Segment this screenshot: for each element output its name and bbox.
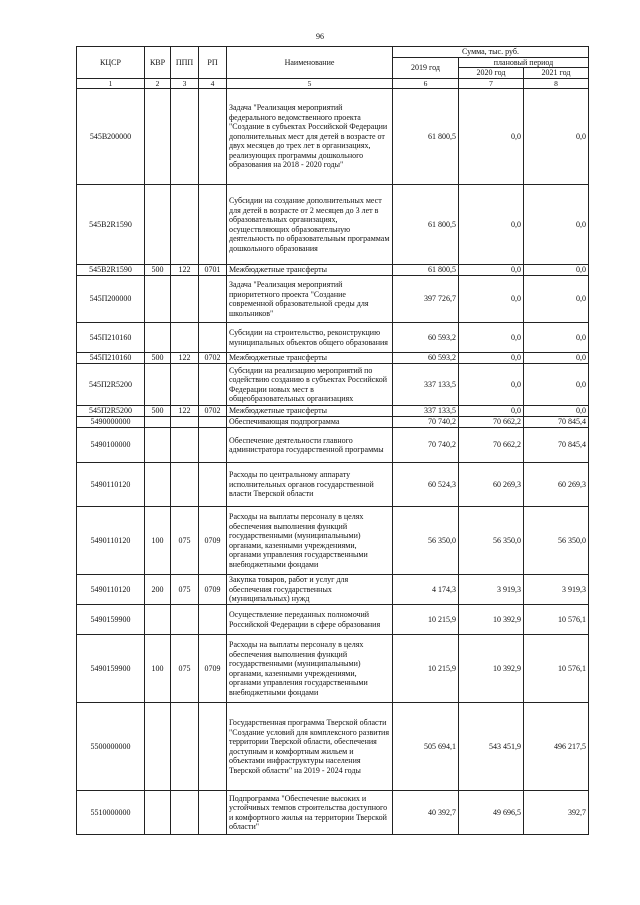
- kvr-cell: 100: [145, 507, 171, 575]
- header-kcsr: КЦСР: [77, 47, 145, 79]
- ppp-cell: [171, 364, 199, 406]
- rp-cell: [199, 89, 227, 185]
- ppp-cell: 122: [171, 265, 199, 276]
- kvr-cell: [145, 463, 171, 507]
- rp-cell: [199, 323, 227, 353]
- budget-table: [76, 46, 589, 835]
- ppp-cell: [171, 185, 199, 265]
- sum-2021-cell: 10 576,1: [524, 635, 589, 703]
- ppp-cell: 122: [171, 353, 199, 364]
- ppp-cell: 075: [171, 575, 199, 605]
- kcsr-cell: 545В2R1590: [77, 185, 145, 265]
- rp-cell: 0709: [199, 635, 227, 703]
- sum-2020-cell: 0,0: [459, 265, 524, 276]
- sum-2019-cell: 337 133,5: [393, 406, 459, 417]
- sum-2021-cell: 0,0: [524, 265, 589, 276]
- table-row: [77, 463, 589, 507]
- kvr-cell: 500: [145, 353, 171, 364]
- sum-2020-cell: 0,0: [459, 353, 524, 364]
- kvr-cell: [145, 428, 171, 463]
- kvr-cell: 100: [145, 635, 171, 703]
- sum-2021-cell: 3 919,3: [524, 575, 589, 605]
- kvr-cell: [145, 364, 171, 406]
- table-row: [77, 417, 589, 428]
- rp-cell: [199, 703, 227, 791]
- header-name: Наименование: [227, 47, 393, 79]
- kcsr-cell: 545П210160: [77, 353, 145, 364]
- rp-cell: [199, 605, 227, 635]
- table-row: [77, 605, 589, 635]
- name-cell: Обеспечение деятельности главного администратора государственной программы: [227, 428, 393, 463]
- sum-2020-cell: 0,0: [459, 364, 524, 406]
- sum-2020-cell: 49 696,5: [459, 791, 524, 835]
- sum-2020-cell: 543 451,9: [459, 703, 524, 791]
- name-cell: Расходы на выплаты персоналу в целях обеспечения выполнения функций государственными (муниципальными) органами, казенными учреждениями, органами управления государственными внебюджетными фондами: [227, 507, 393, 575]
- table-row: [77, 353, 589, 364]
- sum-2019-cell: 70 740,2: [393, 417, 459, 428]
- table-row: [77, 791, 589, 835]
- kcsr-cell: 5490000000: [77, 417, 145, 428]
- rp-cell: [199, 428, 227, 463]
- sum-2019-cell: 56 350,0: [393, 507, 459, 575]
- name-cell: Субсидии на реализацию мероприятий по содействию созданию в субъектах Российской Федерации новых мест в общеобразовательных организациях: [227, 364, 393, 406]
- kcsr-cell: 5500000000: [77, 703, 145, 791]
- sum-2019-cell: 70 740,2: [393, 428, 459, 463]
- table-row: [77, 507, 589, 575]
- name-cell: Задача "Реализация мероприятий приоритетного проекта "Создание современной образовательной среды для школьников": [227, 276, 393, 323]
- sum-2020-cell: 0,0: [459, 406, 524, 417]
- sum-2021-cell: 70 845,4: [524, 428, 589, 463]
- table-row: [77, 323, 589, 353]
- sum-2021-cell: 56 350,0: [524, 507, 589, 575]
- header-ppp: ППП: [171, 47, 199, 79]
- sum-2019-cell: 505 694,1: [393, 703, 459, 791]
- kcsr-cell: 545П210160: [77, 323, 145, 353]
- rp-cell: 0702: [199, 406, 227, 417]
- page-number: 96: [316, 32, 324, 41]
- column-index-row: [77, 78, 589, 89]
- sum-2019-cell: 10 215,9: [393, 605, 459, 635]
- rp-cell: 0701: [199, 265, 227, 276]
- sum-2020-cell: 0,0: [459, 323, 524, 353]
- table-row: [77, 364, 589, 406]
- kcsr-cell: 5490159900: [77, 605, 145, 635]
- sum-2020-cell: 0,0: [459, 276, 524, 323]
- kvr-cell: 200: [145, 575, 171, 605]
- kcsr-cell: 5490159900: [77, 635, 145, 703]
- header-2020: 2020 год: [459, 68, 524, 79]
- column-index-cell: 3: [171, 78, 199, 89]
- ppp-cell: 122: [171, 406, 199, 417]
- ppp-cell: [171, 428, 199, 463]
- sum-2019-cell: 60 593,2: [393, 353, 459, 364]
- kcsr-cell: 545П2R5200: [77, 406, 145, 417]
- name-cell: Межбюджетные трансферты: [227, 406, 393, 417]
- kcsr-cell: 545В2R1590: [77, 265, 145, 276]
- ppp-cell: [171, 323, 199, 353]
- sum-2021-cell: 60 269,3: [524, 463, 589, 507]
- kcsr-cell: 545В200000: [77, 89, 145, 185]
- sum-2019-cell: 397 726,7: [393, 276, 459, 323]
- ppp-cell: [171, 791, 199, 835]
- sum-2019-cell: 4 174,3: [393, 575, 459, 605]
- table-row: [77, 428, 589, 463]
- kcsr-cell: 5490110120: [77, 507, 145, 575]
- header-2019: 2019 год: [393, 57, 459, 78]
- rp-cell: [199, 364, 227, 406]
- column-index-cell: 4: [199, 78, 227, 89]
- ppp-cell: [171, 276, 199, 323]
- rp-cell: 0702: [199, 353, 227, 364]
- kvr-cell: [145, 185, 171, 265]
- sum-2021-cell: 10 576,1: [524, 605, 589, 635]
- sum-2019-cell: 61 800,5: [393, 185, 459, 265]
- header-rp: РП: [199, 47, 227, 79]
- sum-2021-cell: 0,0: [524, 323, 589, 353]
- table-row: [77, 703, 589, 791]
- name-cell: Субсидии на создание дополнительных мест для детей в возрасте от 2 месяцев до 3 лет в образовательных организациях, осуществляющих образовательную деятельность по образовательным программам дошкольного образования: [227, 185, 393, 265]
- name-cell: Подпрограмма "Обеспечение высоких и устойчивых темпов строительства доступного и комфортного жилья на территории Тверской области": [227, 791, 393, 835]
- column-index-cell: 5: [227, 78, 393, 89]
- kvr-cell: [145, 703, 171, 791]
- rp-cell: [199, 276, 227, 323]
- kvr-cell: [145, 89, 171, 185]
- table-body: [77, 89, 589, 835]
- sum-2021-cell: 0,0: [524, 276, 589, 323]
- name-cell: Межбюджетные трансферты: [227, 265, 393, 276]
- sum-2021-cell: 0,0: [524, 353, 589, 364]
- name-cell: Межбюджетные трансферты: [227, 353, 393, 364]
- kcsr-cell: 5490110120: [77, 575, 145, 605]
- kvr-cell: [145, 791, 171, 835]
- rp-cell: 0709: [199, 507, 227, 575]
- table-row: [77, 185, 589, 265]
- ppp-cell: 075: [171, 507, 199, 575]
- name-cell: Расходы на выплаты персоналу в целях обеспечения выполнения функций государственными (муниципальными) органами, казенными учреждениями, органами управления государственными внебюджетными фондами: [227, 635, 393, 703]
- name-cell: Закупка товаров, работ и услуг для обеспечения государственных (муниципальных) нужд: [227, 575, 393, 605]
- kvr-cell: [145, 417, 171, 428]
- sum-2021-cell: 392,7: [524, 791, 589, 835]
- kvr-cell: [145, 276, 171, 323]
- kcsr-cell: 545П2R5200: [77, 364, 145, 406]
- header-kvr: КВР: [145, 47, 171, 79]
- sum-2021-cell: 70 845,4: [524, 417, 589, 428]
- table-row: [77, 276, 589, 323]
- table-row: [77, 89, 589, 185]
- sum-2021-cell: 0,0: [524, 89, 589, 185]
- sum-2020-cell: 0,0: [459, 89, 524, 185]
- sum-2021-cell: 0,0: [524, 406, 589, 417]
- kvr-cell: 500: [145, 406, 171, 417]
- sum-2020-cell: 10 392,9: [459, 605, 524, 635]
- name-cell: Расходы по центральному аппарату исполнительных органов государственной власти Тверской области: [227, 463, 393, 507]
- sum-2019-cell: 61 800,5: [393, 265, 459, 276]
- kvr-cell: [145, 323, 171, 353]
- rp-cell: [199, 185, 227, 265]
- kvr-cell: 500: [145, 265, 171, 276]
- sum-2019-cell: 60 524,3: [393, 463, 459, 507]
- kcsr-cell: 5510000000: [77, 791, 145, 835]
- sum-2021-cell: 0,0: [524, 364, 589, 406]
- sum-2019-cell: 337 133,5: [393, 364, 459, 406]
- kcsr-cell: 5490110120: [77, 463, 145, 507]
- rp-cell: [199, 463, 227, 507]
- sum-2020-cell: 70 662,2: [459, 428, 524, 463]
- sum-2019-cell: 60 593,2: [393, 323, 459, 353]
- rp-cell: [199, 417, 227, 428]
- rp-cell: 0709: [199, 575, 227, 605]
- ppp-cell: [171, 605, 199, 635]
- kcsr-cell: 5490100000: [77, 428, 145, 463]
- column-index-cell: 7: [459, 78, 524, 89]
- kcsr-cell: 545П200000: [77, 276, 145, 323]
- name-cell: Обеспечивающая подпрограмма: [227, 417, 393, 428]
- sum-2020-cell: 60 269,3: [459, 463, 524, 507]
- sum-2019-cell: 40 392,7: [393, 791, 459, 835]
- sum-2021-cell: 496 217,5: [524, 703, 589, 791]
- sum-2019-cell: 10 215,9: [393, 635, 459, 703]
- table-row: [77, 265, 589, 276]
- sum-2021-cell: 0,0: [524, 185, 589, 265]
- ppp-cell: [171, 417, 199, 428]
- sum-2020-cell: 70 662,2: [459, 417, 524, 428]
- header-2021: 2021 год: [524, 68, 589, 79]
- table-row: [77, 406, 589, 417]
- name-cell: Субсидии на строительство, реконструкцию муниципальных объектов общего образования: [227, 323, 393, 353]
- table-row: [77, 635, 589, 703]
- table-row: [77, 575, 589, 605]
- column-index-cell: 6: [393, 78, 459, 89]
- name-cell: Осуществление переданных полномочий Российской Федерации в сфере образования: [227, 605, 393, 635]
- sum-2020-cell: 0,0: [459, 185, 524, 265]
- column-index-cell: 1: [77, 78, 145, 89]
- name-cell: Задача "Реализация мероприятий федерального ведомственного проекта "Создание в субъектах Российской Федерации дополнительных мест для детей в возрасте от двух месяцев до трех лет в организациях, реализующих программы дошкольного образования на 2018 - 2020 годы": [227, 89, 393, 185]
- header-planned-period: плановый период: [459, 57, 589, 68]
- kvr-cell: [145, 605, 171, 635]
- sum-2020-cell: 10 392,9: [459, 635, 524, 703]
- sum-2020-cell: 3 919,3: [459, 575, 524, 605]
- sum-2020-cell: 56 350,0: [459, 507, 524, 575]
- name-cell: Государственная программа Тверской области "Создание условий для комплексного развития территории Тверской области, обеспечения доступным и комфортным жильем и объектами инфраструктуры населения Тверской области" на 2019 - 2024 годы: [227, 703, 393, 791]
- column-index-cell: 8: [524, 78, 589, 89]
- sum-2019-cell: 61 800,5: [393, 89, 459, 185]
- header-sum: Сумма, тыс. руб.: [393, 47, 589, 58]
- column-index-cell: 2: [145, 78, 171, 89]
- rp-cell: [199, 791, 227, 835]
- ppp-cell: 075: [171, 635, 199, 703]
- ppp-cell: [171, 703, 199, 791]
- ppp-cell: [171, 89, 199, 185]
- ppp-cell: [171, 463, 199, 507]
